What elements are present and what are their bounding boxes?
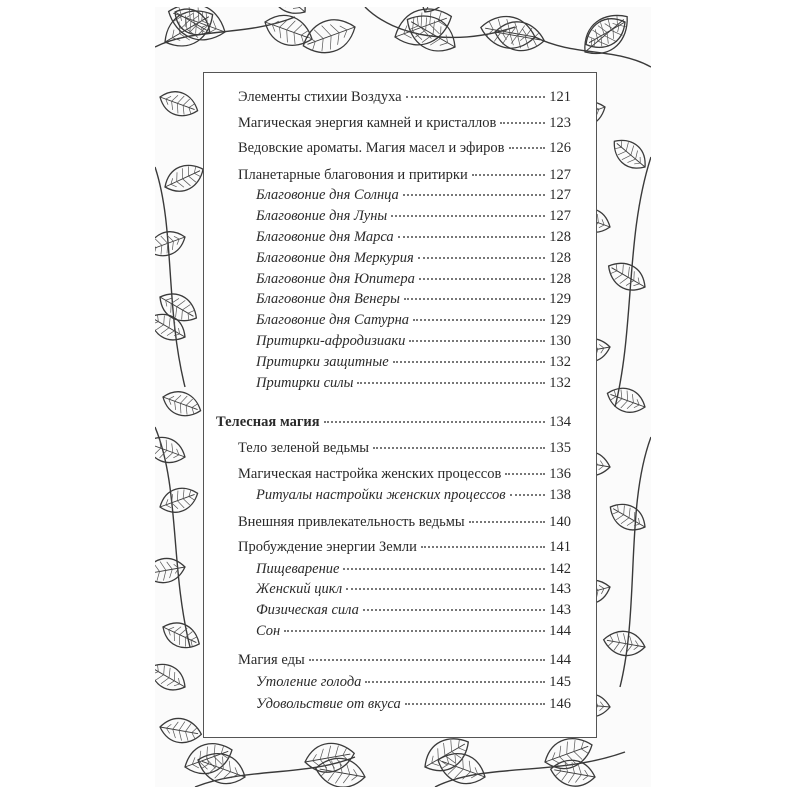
toc-entry-page-number: 127 xyxy=(549,187,571,203)
toc-entry-title: Магическая настройка женских процессов xyxy=(238,466,502,482)
toc-entry-page-number: 123 xyxy=(549,115,571,131)
toc-entry xyxy=(238,139,571,157)
leaf-icon xyxy=(607,133,651,176)
toc-entry-title: Ведовские ароматы. Магия масел и эфиров xyxy=(238,140,505,156)
toc-entry-page-number: 134 xyxy=(549,414,571,430)
table-of-contents xyxy=(203,72,597,738)
toc-entry xyxy=(238,166,571,184)
leaf-icon xyxy=(160,158,208,197)
toc-entry xyxy=(238,465,571,483)
book-page xyxy=(155,7,651,787)
vine-stem xyxy=(615,157,651,407)
toc-entry-page-number: 127 xyxy=(549,167,571,183)
toc-entry-title: Женский цикл xyxy=(256,581,343,597)
leaf-icon xyxy=(540,732,597,776)
leaf-icon xyxy=(260,9,317,53)
dot-leader xyxy=(404,297,545,300)
toc-entry xyxy=(256,228,571,246)
leaf-icon xyxy=(605,497,651,537)
toc-entry-page-number: 144 xyxy=(549,623,571,639)
toc-entry-page-number: 141 xyxy=(549,539,571,555)
toc-entry xyxy=(216,413,571,431)
toc-entry-title: Магия еды xyxy=(238,652,305,668)
toc-entry xyxy=(256,186,571,204)
toc-entry xyxy=(256,622,571,640)
dot-leader xyxy=(391,214,545,217)
toc-entry xyxy=(238,114,571,132)
leaf-icon xyxy=(155,226,189,261)
toc-entry xyxy=(256,311,571,329)
toc-entry-page-number: 126 xyxy=(549,140,571,156)
toc-entry-page-number: 132 xyxy=(549,375,571,391)
toc-entry xyxy=(238,513,571,531)
toc-entry-title: Удовольствие от вкуса xyxy=(256,696,401,712)
toc-entry xyxy=(256,673,571,691)
toc-entry xyxy=(256,374,571,392)
toc-entry-page-number: 132 xyxy=(549,354,571,370)
toc-entry xyxy=(238,439,571,457)
toc-entry-page-number: 128 xyxy=(549,250,571,266)
toc-entry-title: Пищеварение xyxy=(256,561,340,577)
toc-entry-title: Элементы стихии Воздуха xyxy=(238,89,402,105)
toc-entry-page-number: 144 xyxy=(549,652,571,668)
toc-entry-title: Притирки защитные xyxy=(256,354,389,370)
leaf-icon xyxy=(603,256,651,298)
leaf-icon xyxy=(602,628,648,659)
dot-leader xyxy=(405,702,546,705)
leaf-icon xyxy=(158,617,204,655)
toc-entry-page-number: 142 xyxy=(549,561,571,577)
toc-entry xyxy=(256,353,571,371)
toc-entry xyxy=(256,290,571,308)
leaf-icon xyxy=(575,7,637,64)
toc-entry-title: Благовоние дня Меркурия xyxy=(256,250,414,266)
toc-entry-title: Пробуждение энергии Земли xyxy=(238,539,417,555)
toc-entry-title: Ритуалы настройки женских процессов xyxy=(256,487,506,503)
toc-entry-title: Утоление голода xyxy=(256,674,362,690)
toc-entry xyxy=(256,270,571,288)
leaf-icon xyxy=(158,715,204,746)
dot-leader xyxy=(343,567,545,570)
toc-entry xyxy=(256,332,571,350)
dot-leader xyxy=(510,493,546,496)
leaf-icon xyxy=(155,657,191,697)
dot-leader xyxy=(346,587,545,590)
leaf-icon xyxy=(298,12,360,60)
toc-entry-title: Притирки силы xyxy=(256,375,354,391)
toc-entry-title: Благовоние дня Венеры xyxy=(256,291,400,307)
toc-entry-title: Телесная магия xyxy=(216,414,320,430)
toc-entry-title: Притирки-афродизиаки xyxy=(256,333,406,349)
leaf-icon xyxy=(604,383,649,418)
dot-leader xyxy=(363,608,545,611)
dot-leader xyxy=(469,520,546,523)
toc-entry xyxy=(256,560,571,578)
toc-entry-page-number: 135 xyxy=(549,440,571,456)
toc-entry xyxy=(238,651,571,669)
leaf-icon xyxy=(156,483,201,518)
toc-entry-page-number: 138 xyxy=(549,487,571,503)
toc-entry-page-number: 146 xyxy=(549,696,571,712)
toc-entry-page-number: 145 xyxy=(549,674,571,690)
toc-entry xyxy=(256,601,571,619)
toc-entry-page-number: 127 xyxy=(549,208,571,224)
toc-entry xyxy=(256,207,571,225)
toc-entry xyxy=(256,249,571,267)
vine-stem xyxy=(620,437,651,687)
toc-entry xyxy=(238,538,571,556)
toc-entry-title: Планетарные благовония и притирки xyxy=(238,167,468,183)
dot-leader xyxy=(324,420,546,423)
dot-leader xyxy=(309,658,546,661)
dot-leader xyxy=(406,95,546,98)
dot-leader xyxy=(409,339,545,342)
toc-entry xyxy=(256,695,571,713)
leaf-icon xyxy=(159,386,204,421)
toc-entry xyxy=(256,580,571,598)
dot-leader xyxy=(418,256,545,259)
toc-entry-page-number: 129 xyxy=(549,312,571,328)
dot-leader xyxy=(373,446,545,449)
dot-leader xyxy=(421,545,545,548)
dot-leader xyxy=(472,173,546,176)
dot-leader xyxy=(419,277,545,280)
toc-entry-page-number: 143 xyxy=(549,581,571,597)
toc-entry-title: Физическая сила xyxy=(256,602,359,618)
dot-leader xyxy=(365,680,545,683)
toc-entry-title: Сон xyxy=(256,623,281,639)
dot-leader xyxy=(393,360,546,363)
toc-entry-page-number: 130 xyxy=(549,333,571,349)
toc-entry-title: Благовоние дня Луны xyxy=(256,208,388,224)
toc-entry-title: Благовоние дня Солнца xyxy=(256,187,399,203)
dot-leader xyxy=(500,121,545,124)
dot-leader xyxy=(413,318,545,321)
toc-entry-page-number: 140 xyxy=(549,514,571,530)
dot-leader xyxy=(284,629,545,632)
toc-entry xyxy=(256,486,571,504)
dot-leader xyxy=(509,146,546,149)
toc-entry-title: Магическая энергия камней и кристаллов xyxy=(238,115,497,131)
dot-leader xyxy=(357,381,545,384)
leaf-icon xyxy=(156,86,201,121)
leaf-icon xyxy=(433,747,490,787)
leaf-icon xyxy=(155,555,187,586)
toc-entry-title: Благовоние дня Юпитера xyxy=(256,271,415,287)
toc-entry-page-number: 128 xyxy=(549,229,571,245)
leaf-icon xyxy=(493,18,547,55)
toc-entry-title: Внешняя привлекательность ведьмы xyxy=(238,514,465,530)
toc-entry-page-number: 128 xyxy=(549,271,571,287)
toc-entry-page-number: 121 xyxy=(549,89,571,105)
toc-entry-title: Тело зеленой ведьмы xyxy=(238,440,369,456)
leaf-icon xyxy=(157,7,220,56)
leaf-icon xyxy=(155,431,189,468)
dot-leader xyxy=(398,235,546,238)
dot-leader xyxy=(505,472,545,475)
toc-entry-page-number: 129 xyxy=(549,291,571,307)
vine-stem xyxy=(155,167,185,387)
toc-entry-title: Благовоние дня Марса xyxy=(256,229,394,245)
vine-stem xyxy=(535,37,651,67)
toc-entry-page-number: 143 xyxy=(549,602,571,618)
toc-entry xyxy=(238,88,571,106)
toc-entry-title: Благовоние дня Сатурна xyxy=(256,312,410,328)
dot-leader xyxy=(403,193,545,196)
toc-entry-page-number: 136 xyxy=(549,466,571,482)
